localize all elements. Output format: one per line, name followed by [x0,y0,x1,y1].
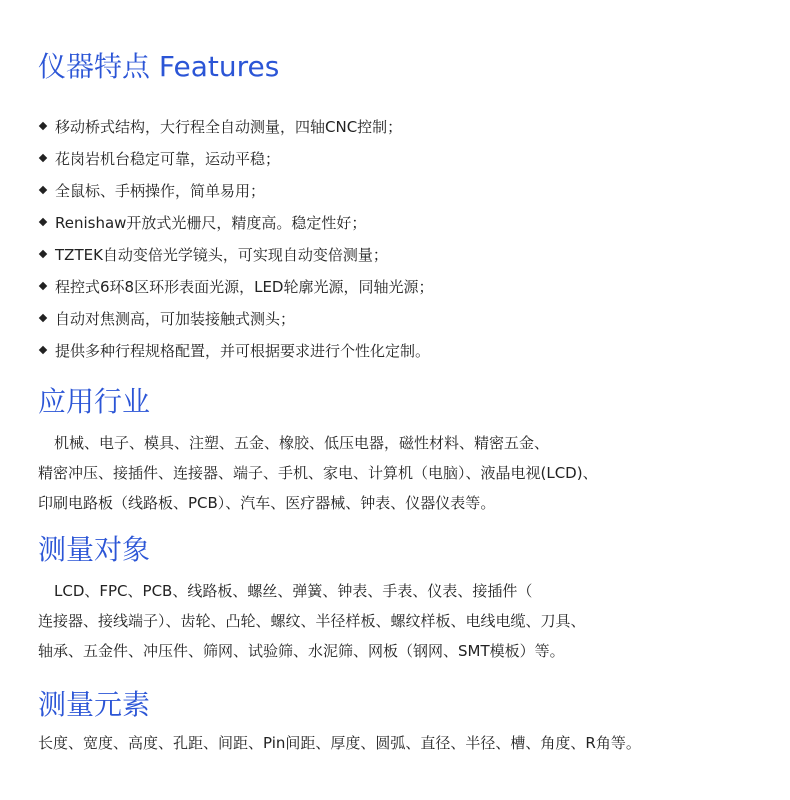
objects-paragraph [38,576,586,666]
feature-text: 自动对焦测高，可加装接触式测头； [55,309,296,328]
diamond-bullet-icon [39,186,47,194]
diamond-bullet-icon [39,346,47,354]
list-item [38,334,433,366]
diamond-bullet-icon [39,250,47,258]
list-item [38,302,433,334]
list-item [38,110,433,142]
list-item [38,206,433,238]
diamond-bullet-icon [39,282,47,290]
diamond-bullet-icon [39,154,47,162]
list-item [38,270,433,302]
feature-text: 花岗岩机台稳定可靠，运动平稳； [55,149,281,168]
list-item [38,238,433,270]
industries-heading: 应用行业 [38,385,151,418]
elements-text: 长度、宽度、高度、孔距、间距、Pin间距、厚度、圆弧、直径、半径、槽、角度、R角等。 [38,734,641,752]
diamond-bullet-icon [39,314,47,322]
elements-heading: 测量元素 [38,688,151,721]
paragraph-line: 精密冲压、接插件、连接器、端子、手机、家电、计算机（电脑）、液晶电视(LCD)、 [38,464,598,482]
feature-text: 提供多种行程规格配置，并可根据要求进行个性化定制。 [55,341,431,360]
paragraph-line: LCD、FPC、PCB、线路板、螺丝、弹簧、钟表、手表、仪表、接插件（ [54,582,533,600]
list-item [38,142,433,174]
feature-text: Renishaw开放式光栅尺，精度高。稳定性好； [55,213,367,232]
feature-text: 移动桥式结构，大行程全自动测量，四轴CNC控制； [55,117,403,136]
feature-text: 程控式6环8区环形表面光源，LED轮廓光源，同轴光源； [55,277,434,296]
paragraph-line: 印刷电路板（线路板、PCB）、汽车、医疗器械、钟表、仪器仪表等。 [38,494,496,512]
industries-paragraph [38,428,598,518]
paragraph-line: 机械、电子、模具、注塑、五金、橡胶、低压电器，磁性材料、精密五金、 [54,434,550,452]
features-list [38,110,433,366]
feature-text: 全鼠标、手柄操作，简单易用； [55,181,266,200]
list-item [38,174,433,206]
diamond-bullet-icon [39,122,47,130]
paragraph-line: 连接器、接线端子）、齿轮、凸轮、螺纹、半径样板、螺纹样板、电线电缆、刀具、 [38,612,586,630]
feature-text: TZTEK自动变倍光学镜头，可实现自动变倍测量； [55,245,388,264]
paragraph-line: 轴承、五金件、冲压件、筛网、试验筛、水泥筛、网板（钢网、SMT模板）等。 [38,642,565,660]
diamond-bullet-icon [39,218,47,226]
objects-heading: 测量对象 [38,533,151,566]
features-heading: 仪器特点 Features [38,50,280,83]
